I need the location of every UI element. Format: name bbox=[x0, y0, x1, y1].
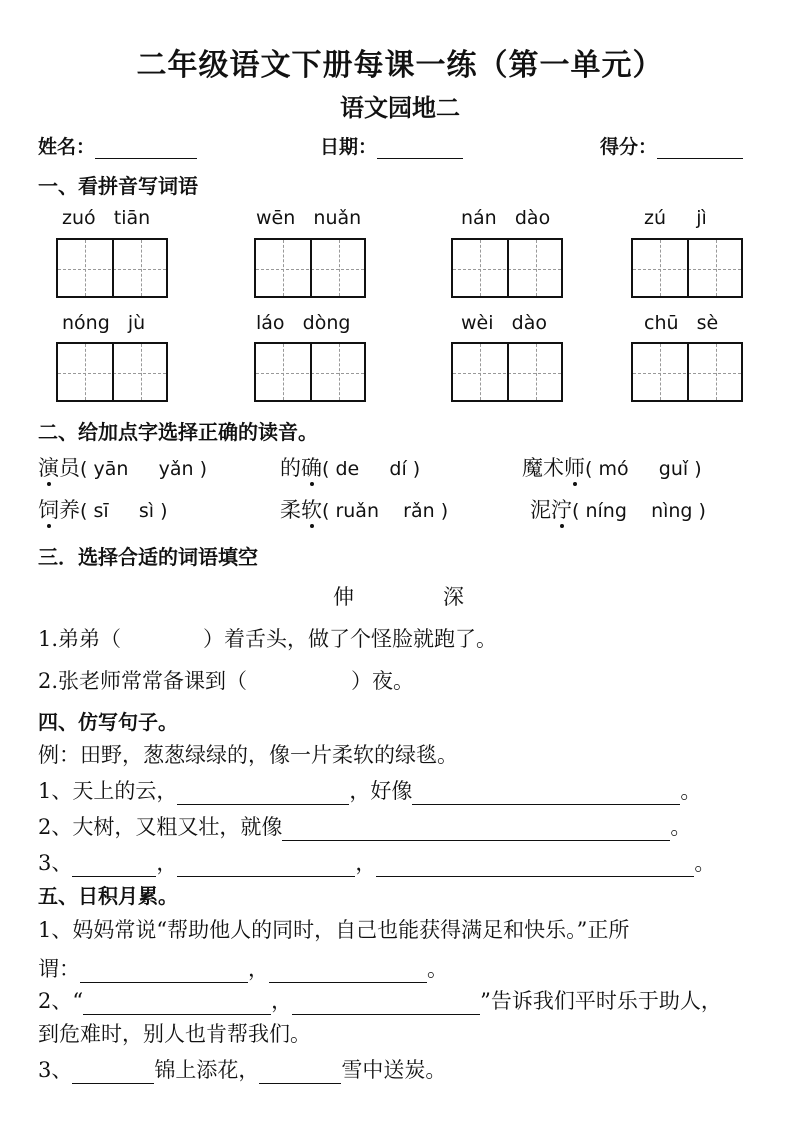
writing-grid[interactable] bbox=[56, 238, 168, 298]
score-label: 得分： bbox=[600, 136, 658, 158]
fill-question-1: 1.弟弟（ ）着舌头，做了个怪脸就跑了。 bbox=[38, 627, 498, 651]
pinyin-2-2: láo dòng bbox=[256, 312, 351, 334]
imitation-sentence-2: 2、大树，又粗又壮，就像 。 bbox=[38, 815, 692, 839]
fill-question-2: 2.张老师常常备课到（ ）夜。 bbox=[38, 669, 415, 693]
example-sentence: 例：田野，葱葱绿绿的，像一片柔软的绿毯。 bbox=[38, 743, 458, 767]
reading-choice: 饲养( sī sì ) bbox=[38, 498, 168, 522]
imitation-sentence-1: 1、天上的云， ，好像 。 bbox=[38, 779, 702, 803]
pinyin-1-4: zú jì bbox=[644, 207, 707, 229]
sentence-blank[interactable] bbox=[412, 786, 680, 805]
writing-grid[interactable] bbox=[254, 342, 366, 402]
writing-grid[interactable] bbox=[631, 342, 743, 402]
sentence-blank[interactable] bbox=[72, 858, 156, 877]
date-field bbox=[320, 132, 463, 159]
section2-heading: 二、给加点字选择正确的读音。 bbox=[38, 420, 318, 444]
section5-heading: 五、日积月累。 bbox=[38, 884, 178, 908]
date-blank[interactable] bbox=[377, 140, 463, 159]
accumulation-q1-line1: 1、妈妈常说“帮助他人的同时，自己也能获得满足和快乐。”正所 bbox=[38, 918, 630, 942]
section1-heading: 一、看拼音写词语 bbox=[38, 174, 198, 198]
word-choice-2: 深 bbox=[443, 585, 464, 609]
reading-choice: 泥泞( níng nìng ) bbox=[530, 498, 706, 522]
date-label: 日期： bbox=[320, 136, 378, 158]
writing-grid[interactable] bbox=[254, 238, 366, 298]
accumulation-q2-line2: 到危难时，别人也肯帮我们。 bbox=[38, 1022, 311, 1046]
writing-grid[interactable] bbox=[56, 342, 168, 402]
accumulation-q3: 3、 锦上添花， 雪中送炭。 bbox=[38, 1058, 447, 1082]
sentence-blank[interactable] bbox=[177, 786, 349, 805]
pinyin-2-3: wèi dào bbox=[461, 312, 547, 334]
score-field bbox=[600, 132, 743, 159]
sentence-blank[interactable] bbox=[292, 996, 480, 1015]
sentence-blank[interactable] bbox=[72, 1065, 154, 1084]
pinyin-2-1: nóng jù bbox=[62, 312, 146, 334]
sentence-blank[interactable] bbox=[80, 964, 248, 983]
page-subtitle: 语文园地二 bbox=[340, 94, 460, 122]
pinyin-1-3: nán dào bbox=[461, 207, 551, 229]
accumulation-q2: 2、“ ， ”告诉我们平时乐于助人， bbox=[38, 989, 722, 1013]
writing-grid[interactable] bbox=[451, 238, 563, 298]
score-blank[interactable] bbox=[657, 140, 743, 159]
reading-choice: 魔术师( mó guǐ ) bbox=[522, 456, 702, 480]
section3-heading: 三．选择合适的词语填空 bbox=[38, 545, 258, 569]
pinyin-2-4: chū sè bbox=[644, 312, 719, 334]
writing-grid[interactable] bbox=[451, 342, 563, 402]
name-blank[interactable] bbox=[95, 140, 197, 159]
sentence-blank[interactable] bbox=[282, 822, 670, 841]
sentence-blank[interactable] bbox=[269, 964, 427, 983]
pinyin-1-2: wēn nuǎn bbox=[256, 207, 362, 229]
imitation-sentence-3: 3、 ， ， 。 bbox=[38, 851, 716, 875]
writing-grid[interactable] bbox=[631, 238, 743, 298]
sentence-blank[interactable] bbox=[177, 858, 355, 877]
reading-choice: 的确( de dí ) bbox=[280, 456, 421, 480]
reading-choice: 柔软( ruǎn rǎn ) bbox=[280, 498, 449, 522]
pinyin-1-1: zuó tiān bbox=[62, 207, 151, 229]
page-title: 二年级语文下册每课一练（第一单元） bbox=[136, 48, 664, 83]
name-field bbox=[38, 132, 197, 159]
sentence-blank[interactable] bbox=[259, 1065, 341, 1084]
reading-choice: 演员( yān yǎn ) bbox=[38, 456, 207, 480]
word-choice-1: 伸 bbox=[333, 585, 354, 609]
accumulation-q1-line2: 谓： ， 。 bbox=[38, 957, 448, 981]
sentence-blank[interactable] bbox=[83, 996, 271, 1015]
sentence-blank[interactable] bbox=[376, 858, 694, 877]
section4-heading: 四、仿写句子。 bbox=[38, 710, 178, 734]
name-label: 姓名： bbox=[38, 136, 96, 158]
